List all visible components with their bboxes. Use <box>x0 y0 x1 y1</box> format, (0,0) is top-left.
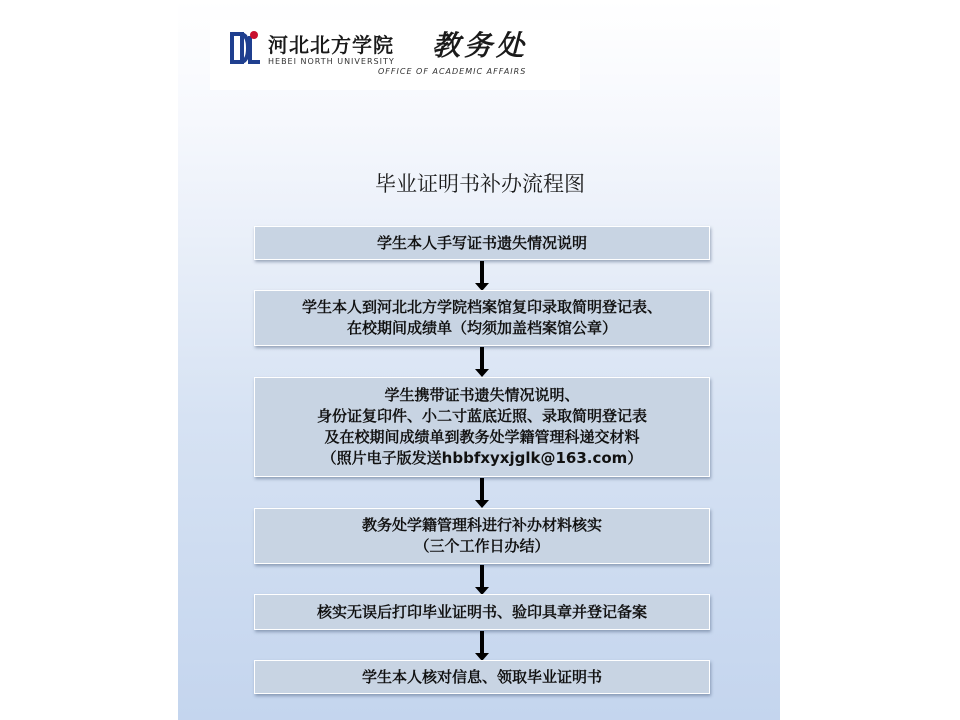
university-logo-icon <box>224 28 264 68</box>
email-address: hbbfxyxjglk@163.com <box>441 449 628 467</box>
office-name-cn: 教务处 <box>432 29 529 62</box>
flow-arrow-3 <box>475 478 489 508</box>
step-text-email-line <box>317 448 647 469</box>
step-text: 学生本人手写证书遗失情况说明 <box>376 233 587 252</box>
step-text: （照片电子版发送 <box>321 449 442 467</box>
step-text: 核实无误后打印毕业证明书、验印具章并登记备案 <box>316 602 647 621</box>
flow-step-5 <box>254 594 710 630</box>
university-name-cn: 河北北方学院 <box>268 33 394 57</box>
flow-step-2 <box>254 290 710 346</box>
flow-step-1 <box>254 226 710 260</box>
flow-step-4 <box>254 508 710 564</box>
step-text: 学生本人到河北北方学院档案馆复印录取简明登记表、 <box>301 298 662 316</box>
step-text: 在校期间成绩单（均须加盖档案馆公章） <box>346 319 617 337</box>
flow-arrow-5 <box>475 631 489 661</box>
step-text: 及在校期间成绩单到教务处学籍管理科递交材料 <box>324 428 640 446</box>
university-name-en: HEBEI NORTH UNIVERSITY <box>268 57 395 66</box>
flow-arrow-2 <box>475 347 489 377</box>
flow-arrow-4 <box>475 565 489 595</box>
flow-step-3 <box>254 377 710 477</box>
step-text: （三个工作日办结） <box>414 537 550 555</box>
flow-step-6 <box>254 660 710 694</box>
step-text: ） <box>627 449 643 467</box>
step-text: 学生本人核对信息、领取毕业证明书 <box>361 667 602 686</box>
step-text: 身份证复印件、小二寸蓝底近照、录取简明登记表 <box>316 407 647 425</box>
step-text: 教务处学籍管理科进行补办材料核实 <box>361 516 602 534</box>
step-text: 学生携带证书遗失情况说明、 <box>384 386 580 404</box>
flow-arrow-1 <box>475 261 489 291</box>
flowchart-title: 毕业证明书补办流程图 <box>375 172 585 196</box>
office-name-en: OFFICE OF ACADEMIC AFFAIRS <box>378 67 527 76</box>
